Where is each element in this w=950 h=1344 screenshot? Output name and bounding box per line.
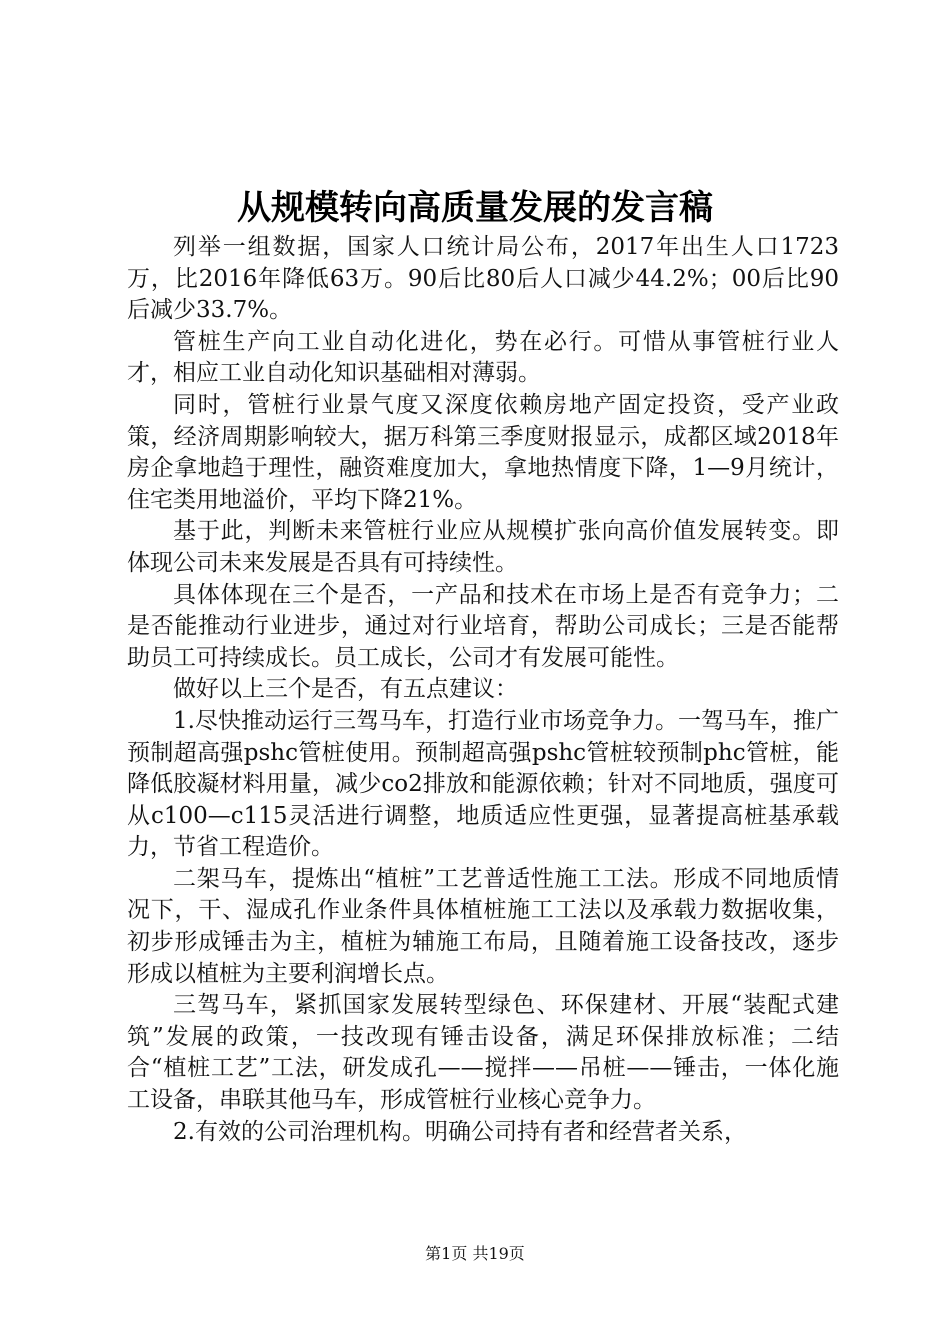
paragraph: 列举一组数据，国家人口统计局公布，2017年出生人口1723万，比2016年降低63万。90后比80后人口减少44.2%；00后比90后减少33.7%。 — [127, 234, 839, 324]
document-title: 从规模转向高质量发展的发言稿 — [237, 188, 713, 228]
paragraph: 管桩生产向工业自动化进化，势在必行。可惜从事管桩行业人才，相应工业自动化知识基础相对薄弱。 — [127, 328, 839, 387]
document-body — [127, 232, 839, 1148]
paragraph: 同时，管桩行业景气度又深度依赖房地产固定投资，受产业政策，经济周期影响较大，据万科第三季度财报显示，成都区域2018年房企拿地趋于理性，融资难度加大，拿地热情度下降，1—9月统计，住宅类用地溢价，平均下降21%。 — [127, 391, 839, 513]
paragraph: 具体体现在三个是否，一产品和技术在市场上是否有竞争力；二是否能推动行业进步，通过对行业培育，帮助公司成长；三是否能帮助员工可持续成长。员工成长，公司才有发展可能性。 — [127, 581, 839, 671]
paragraph: 基于此，判断未来管桩行业应从规模扩张向高价值发展转变。即体现公司未来发展是否具有可持续性。 — [127, 518, 839, 576]
paragraph: 三驾马车，紧抓国家发展转型绿色、环保建材、开展“装配式建筑”发展的政策，一技改现有锤击设备，满足环保排放标准；二结合“植桩工艺”工法，研发成孔——搅拌——吊桩——锤击，一体化施工设备，串联其他马车，形成管桩行业核心竞争力。 — [127, 992, 839, 1114]
paragraph: 1.尽快推动运行三驾马车，打造行业市场竞争力。一驾马车，推广预制超高强pshc管桩使用。预制超高强pshc管桩较预制phc管桩，能降低胶凝材料用量，减少co2排放和能源依赖；针对不同地质，强度可从c100—c115灵活进行调整，地质适应性更强，显著提高桩基承载力，节省工程造价。 — [127, 707, 839, 861]
paragraph: 做好以上三个是否，有五点建议： — [173, 676, 518, 703]
page-footer: 第1页 共19页 — [425, 1244, 525, 1263]
paragraph: 2.有效的公司治理机构。明确公司持有者和经营者关系， — [173, 1118, 747, 1145]
paragraph: 二架马车，提炼出“植桩”工艺普适性施工工法。形成不同地质情况下，干、湿成孔作业条件具体植桩施工工法以及承载力数据收集，初步形成锤击为主，植桩为辅施工布局，且随着施工设备技改，逐步形成以植桩为主要利润增长点。 — [127, 865, 839, 987]
